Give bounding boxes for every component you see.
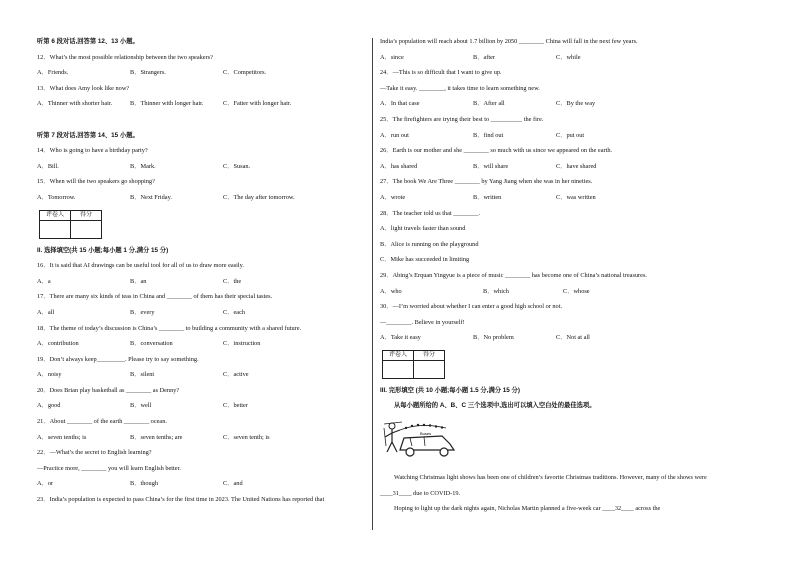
option-b: B．No problem [473, 334, 514, 342]
option-a: A．In that case [380, 100, 420, 108]
option-b: B．an [130, 277, 147, 285]
option-a: A．wrote [380, 193, 406, 201]
passage-paragraph-1: Watching Christmas light shows has been one of children’s favorite Christmas traditions. However, many of the shows were ____31____ due to COVID-19. [380, 474, 707, 497]
option-b: B．Strangers. [130, 69, 166, 77]
section6-header: 听第 6 段对话,回答第 12、13 小题。 [37, 38, 139, 45]
section3-header: III. 完形填空 (共 10 小题;每小题 1.5 分,满分 15 分) [380, 386, 520, 394]
question-20-options [37, 398, 365, 414]
option-a: A．who [380, 287, 402, 295]
option-c: C．Not at all [556, 334, 590, 342]
column-divider [372, 38, 373, 530]
question-21: 21．About ________ of the earth ________ ocean. [37, 418, 167, 426]
question-15-options [37, 190, 365, 206]
option-b: B．Thinner with longer hair. [130, 100, 204, 108]
score-label: 得分 [71, 210, 102, 220]
option-a: A．Thinner with shorter hair. [37, 100, 113, 108]
question-29-options [380, 284, 720, 300]
question-24-options [380, 96, 720, 112]
option-c: C．Fatter with longer hair. [223, 100, 292, 108]
question-19-options [37, 367, 365, 383]
question-14-options [37, 159, 365, 175]
option-c: C．Competitors. [223, 69, 267, 77]
question-23-options [380, 50, 720, 66]
option-c: C．The day after tomorrow. [223, 193, 295, 201]
option-b: B．after [473, 53, 496, 61]
option-b: B．silent [130, 371, 155, 379]
grader-cell[interactable] [40, 220, 71, 238]
car-lights-drawing-icon [380, 416, 470, 464]
question-18: 18．The theme of today’s discussion is China’s ________ to building a community with a shared future. [37, 324, 302, 332]
option-a: A．light travels faster than sound [380, 225, 466, 233]
score-box [382, 350, 445, 379]
question-19: 19．Don’t always keep_________. Please try to say something. [37, 355, 199, 363]
option-a: A．has shared [380, 162, 418, 170]
illus-caption: Buses [420, 431, 432, 437]
question-18-options [37, 336, 365, 352]
question-24-response: —Take it easy. ________, it takes time to learn something new. [380, 84, 540, 92]
option-c: C．seven tenth; is [223, 433, 270, 441]
option-c: C．better [223, 402, 248, 410]
question-25-options [380, 128, 720, 144]
question-27: 27．The book We Are Three ________ by Yang Jiang when she was in her nineties. [380, 178, 593, 186]
question-13-options [37, 96, 365, 112]
question-23: 23．India’s population is expected to pass China’s for the first time in 2023. The United Nations has reported that [37, 496, 325, 504]
option-c: C．each [223, 308, 246, 316]
question-14: 14．Who is going to have a birthday party? [37, 147, 148, 155]
question-20: 20．Does Brian play basketball as ________ as Denny? [37, 386, 180, 394]
option-a: A．a [37, 277, 51, 285]
option-b: B．written [473, 193, 502, 201]
option-a: A．Bill. [37, 162, 59, 170]
option-a: A．run out [380, 131, 409, 139]
question-12: 12．What’s the most possible relationship between the two speakers? [37, 53, 213, 61]
score-label: 得分 [414, 350, 445, 360]
question-12-options [37, 65, 365, 81]
option-b: B．though [130, 480, 158, 488]
option-b: B．seven tenths; are [130, 433, 183, 441]
section3-instruction: 从每小题所给的 A、B、C 三个选项中,选出可以填入空白处的最佳选项。 [394, 402, 596, 410]
question-22: 22．—What’s the secret to English learning? [37, 449, 152, 457]
option-a: A．Friends. [37, 69, 69, 77]
question-22-options [37, 476, 365, 492]
option-a: A．or [37, 480, 54, 488]
question-26-options [380, 159, 720, 175]
option-b: B．Alice is running on the playground [380, 240, 479, 248]
option-c: C．the [223, 277, 242, 285]
option-a: A．contribution [37, 340, 79, 348]
question-23-continued: India’s population will reach about 1.7 billion by 2050 ________ China will fall in the next few years. [380, 38, 638, 45]
left-column [37, 34, 365, 508]
question-27-options [380, 190, 720, 206]
question-13: 13．What does Amy look like now? [37, 84, 130, 92]
question-26: 26．Earth is our mother and she ________ so much with us since we appeared on the earth. [380, 147, 613, 155]
option-c: C．put out [556, 131, 585, 139]
question-16: 16．It is said that AI drawings can be useful tool for all of us to draw more easily. [37, 262, 244, 270]
option-b: B．well [130, 402, 152, 410]
option-c: C．Mike has succeeded in limiting [380, 256, 470, 264]
grader-label: 评卷人 [383, 350, 414, 360]
grader-cell[interactable] [383, 360, 414, 378]
question-29: 29．Abing’s Erquan Yingyue is a piece of music ________ has become one of China’s national treasures. [380, 271, 647, 279]
grader-label: 评卷人 [40, 210, 71, 220]
question-30-options [380, 330, 720, 346]
option-a: A．seven tenths; is [37, 433, 87, 441]
option-c: C．was written [556, 193, 596, 201]
option-c: C．while [556, 53, 581, 61]
option-b: B．will share [473, 162, 509, 170]
section7-header: 听第 7 段对话,回答第 14、15 小题。 [37, 131, 139, 139]
question-22-response: —Practice more, ________ you will learn English better. [37, 464, 181, 472]
option-c: C．instruction [223, 340, 261, 348]
score-cell[interactable] [414, 360, 445, 378]
question-15: 15．When will the two speakers go shopping? [37, 178, 155, 186]
score-box [39, 210, 102, 239]
option-c: C．Susan. [223, 162, 251, 170]
option-b: B．Next Friday. [130, 193, 172, 201]
option-a: A．all [37, 308, 55, 316]
option-c: C．have shared [556, 162, 597, 170]
question-17-options [37, 305, 365, 321]
option-b: B．After all [473, 100, 505, 108]
question-21-options [37, 430, 365, 446]
question-30: 30．—I’m worried about whether I can enter a good high school or not. [380, 303, 563, 311]
passage-paragraph-2: Hoping to light up the dark nights again, Nicholas Martin planned a five-week car ____32____ across the [394, 505, 661, 513]
christmas-car-illustration [380, 416, 720, 464]
option-a: A．since [380, 53, 404, 61]
option-c: C．whose [563, 287, 590, 295]
option-c: C．By the way [556, 100, 596, 108]
option-b: B．Mark. [130, 162, 156, 170]
option-b: B．which [483, 287, 509, 295]
question-30-response: —________. Believe in yourself! [380, 318, 465, 326]
question-16-options [37, 274, 365, 290]
option-a: A．noisy [37, 371, 62, 379]
option-a: A．Take it easy [380, 334, 421, 342]
question-28: 28．The teacher told us that ________. [380, 209, 481, 217]
section2-header: II. 选择填空(共 15 小题;每小题 1 分,满分 15 分) [37, 246, 169, 254]
option-a: A．Tomorrow. [37, 193, 76, 201]
option-b: B．find out [473, 131, 504, 139]
question-24: 24．—This is so difficult that I want to give up. [380, 69, 502, 77]
option-b: B．every [130, 308, 155, 316]
option-c: C．and [223, 480, 243, 488]
option-c: C．active [223, 371, 249, 379]
right-column [380, 34, 720, 517]
question-17: 17．There are many six kinds of teas in China and ________ of them has their special tastes. [37, 293, 273, 301]
question-25: 25．The firefighters are trying their best to __________ the fire. [380, 115, 544, 123]
option-a: A．good [37, 402, 61, 410]
score-cell[interactable] [71, 220, 102, 238]
option-b: B．conversation [130, 340, 173, 348]
